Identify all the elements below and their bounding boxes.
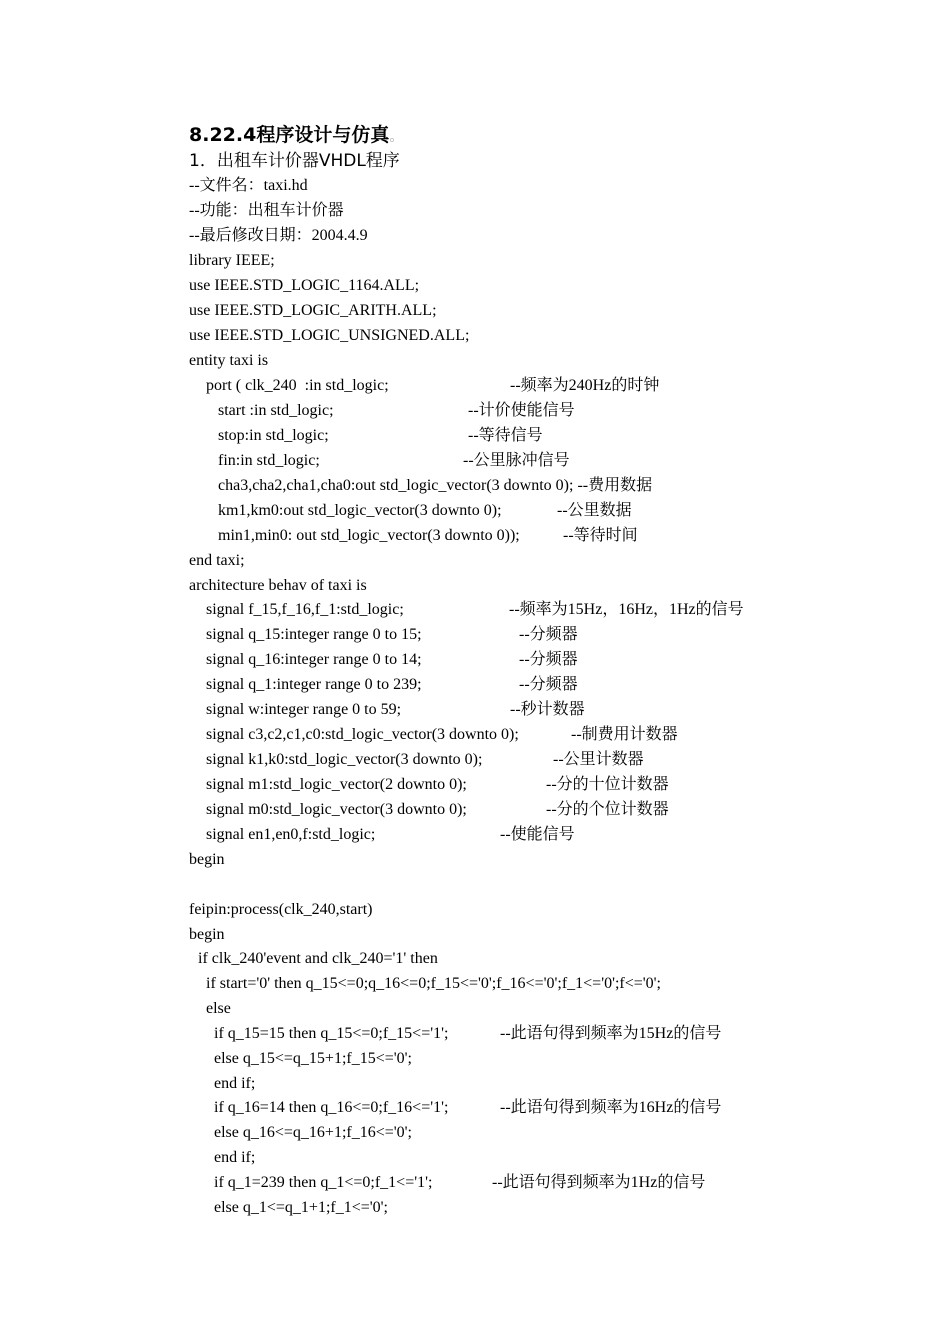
code-line: end if; <box>214 1075 256 1092</box>
code-comment: --频率为15Hz，16Hz，1Hz的信号 <box>509 601 744 618</box>
code-line: else q_15<=q_15+1;f_15<='0'; <box>214 1050 412 1067</box>
code-line: entity taxi is <box>189 352 269 369</box>
code-line: use IEEE.STD_LOGIC_1164.ALL; <box>189 277 420 294</box>
code-line: else q_1<=q_1+1;f_1<='0'; <box>214 1199 388 1216</box>
code-line: cha3,cha2,cha1,cha0:out std_logic_vector(3 downto 0); --费用数据 <box>218 477 653 494</box>
code-comment: --公里数据 <box>557 502 632 519</box>
code-line: stop:in std_logic; <box>218 427 329 444</box>
section-title <box>189 122 403 150</box>
code-comment: --等待时间 <box>563 527 638 544</box>
code-line: begin <box>189 851 225 868</box>
code-comment: --分的个位计数器 <box>546 801 669 818</box>
code-line: km1,km0:out std_logic_vector(3 downto 0); <box>218 502 502 519</box>
code-line: end if; <box>214 1149 256 1166</box>
code-comment: --此语句得到频率为15Hz的信号 <box>500 1025 722 1042</box>
section-title-text: 8.22.4程序设计与仿真 <box>189 124 390 146</box>
code-comment: --此语句得到频率为1Hz的信号 <box>492 1174 706 1191</box>
code-comment: --秒计数器 <box>510 701 585 718</box>
code-line: if q_16=14 then q_16<=0;f_16<='1'; <box>214 1099 449 1116</box>
code-comment: --制费用计数器 <box>571 726 678 743</box>
code-comment: --公里脉冲信号 <box>463 452 570 469</box>
section-subtitle: 1．出租车计价器VHDL程序 <box>189 151 400 171</box>
code-line: if q_1=239 then q_1<=0;f_1<='1'; <box>214 1174 433 1191</box>
code-comment: --此语句得到频率为16Hz的信号 <box>500 1099 722 1116</box>
code-line: port ( clk_240 :in std_logic; <box>206 377 389 394</box>
code-comment: --计价使能信号 <box>468 402 575 419</box>
code-line: signal w:integer range 0 to 59; <box>206 701 402 718</box>
code-comment: --使能信号 <box>500 826 575 843</box>
code-comment: --频率为240Hz的时钟 <box>510 377 660 394</box>
header-comment-filename: --文件名：taxi.hd <box>189 177 308 194</box>
code-line: signal m1:std_logic_vector(2 downto 0); <box>206 776 467 793</box>
code-line: use IEEE.STD_LOGIC_UNSIGNED.ALL; <box>189 327 470 344</box>
header-comment-function: --功能：出租车计价器 <box>189 202 344 219</box>
code-line: signal c3,c2,c1,c0:std_logic_vector(3 downto 0); <box>206 726 519 743</box>
code-line: signal q_1:integer range 0 to 239; <box>206 676 422 693</box>
code-line: signal m0:std_logic_vector(3 downto 0); <box>206 801 467 818</box>
code-line: feipin:process(clk_240,start) <box>189 901 373 918</box>
code-comment: --分的十位计数器 <box>546 776 669 793</box>
code-line: library IEEE; <box>189 252 275 269</box>
code-line: end taxi; <box>189 552 245 569</box>
code-line: signal q_15:integer range 0 to 15; <box>206 626 422 643</box>
code-comment: --分频器 <box>519 651 578 668</box>
code-line: if q_15=15 then q_15<=0;f_15<='1'; <box>214 1025 449 1042</box>
code-line: architecture behav of taxi is <box>189 577 367 594</box>
code-line: start :in std_logic; <box>218 402 334 419</box>
code-line: if start='0' then q_15<=0;q_16<=0;f_15<='0';f_16<='0';f_1<='0';f<='0'; <box>206 975 661 992</box>
code-comment: --分频器 <box>519 626 578 643</box>
code-line: begin <box>189 926 225 943</box>
code-comment: --等待信号 <box>468 427 543 444</box>
code-line: else q_16<=q_16+1;f_16<='0'; <box>214 1124 412 1141</box>
header-comment-date: --最后修改日期：2004.4.9 <box>189 227 368 244</box>
code-line: else <box>206 1000 231 1017</box>
section-title-mark: 。 <box>389 129 404 145</box>
code-comment: --分频器 <box>519 676 578 693</box>
code-line: fin:in std_logic; <box>218 452 320 469</box>
code-line: signal q_16:integer range 0 to 14; <box>206 651 422 668</box>
code-line: min1,min0: out std_logic_vector(3 downto 0)); <box>218 527 520 544</box>
code-line: signal en1,en0,f:std_logic; <box>206 826 376 843</box>
code-line: if clk_240'event and clk_240='1' then <box>198 950 438 967</box>
code-comment: --公里计数器 <box>553 751 644 768</box>
code-line: signal k1,k0:std_logic_vector(3 downto 0); <box>206 751 483 768</box>
code-line: signal f_15,f_16,f_1:std_logic; <box>206 601 404 618</box>
code-line: use IEEE.STD_LOGIC_ARITH.ALL; <box>189 302 437 319</box>
